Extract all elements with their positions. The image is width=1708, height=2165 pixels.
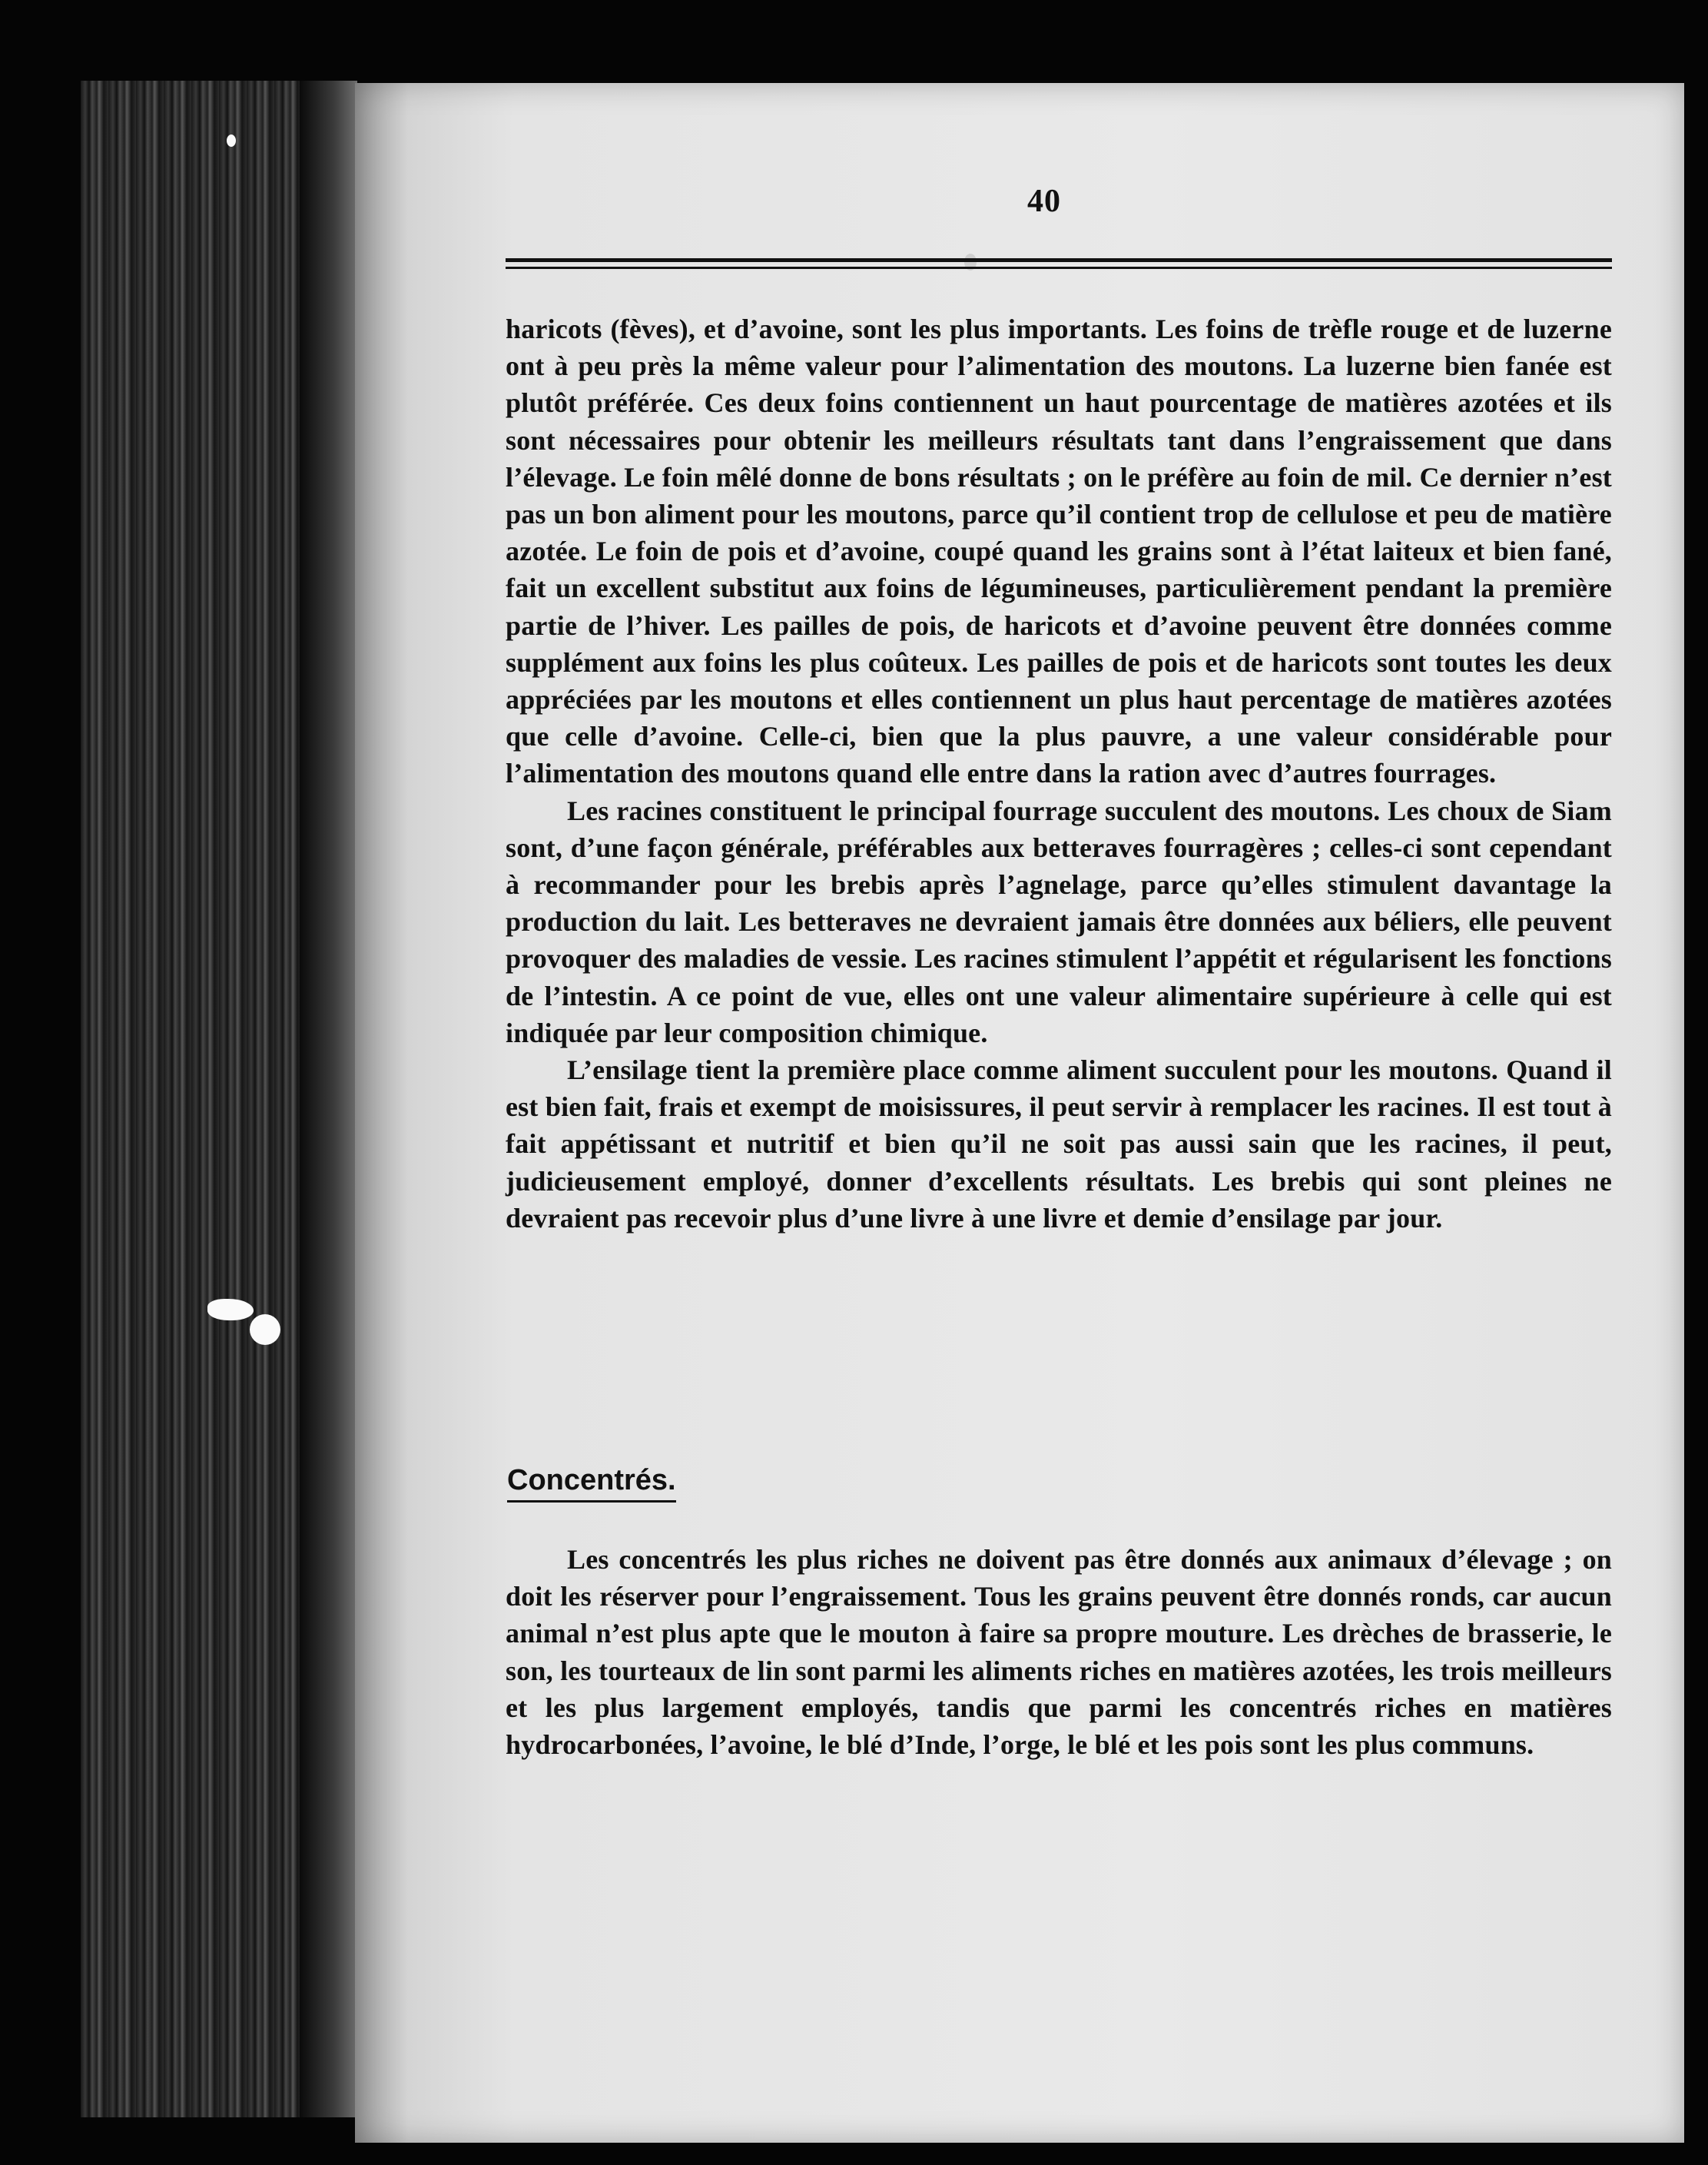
header-rule <box>506 258 1612 262</box>
gutter-shadow <box>300 81 357 2117</box>
section-heading: Concentrés. <box>507 1464 676 1503</box>
scan-speck <box>227 134 236 147</box>
header-rule-thin <box>506 267 1612 269</box>
paragraph: Les concentrés les plus riches ne doivent pas être donnés aux animaux d’élevage ; on doit les réserver pour l’engraissement. Tous les grains peuvent être donnés ronds, car aucun animal n’est plus apte que le mouton à faire sa propre mouture. Les drèches de brasserie, le son, les tourteaux de lin sont parmi les aliments riches en matières azotées, les trois meilleurs et les plus largement employés, tandis que parmi les concentrés riches en matières hydrocarbonées, l’avoine, le blé d’Inde, l’orge, le blé et les pois sont les plus communs. <box>506 1544 1612 1761</box>
scan-speck <box>207 1299 254 1320</box>
paragraph: haricots (fèves), et d’avoine, sont les plus importants. Les foins de trèfle rouge et de luzerne ont à peu près la même valeur pour l’alimentation des moutons. La luzerne bien fanée est plutôt préférée. Ces deux foins contiennent un haut pourcentage de matières azotées et ils sont nécessaires pour obtenir les meilleurs résultats tant dans l’engraissement que dans l’élevage. Le foin mêlé donne de bons résultats ; on le préfère au foin de mil. Ce dernier n’est pas un bon aliment pour les moutons, parce qu’il contient trop de cellulose et peu de matière azotée. Le foin de pois et d’avoine, coupé quand les grains sont à l’état laiteux et bien fané, fait un excellent substitut aux foins de légumineuses, particulièrement pendant la première partie de l’hiver. Les pailles de pois, de haricots et d’avoine peuvent être données comme supplément aux foins les plus coûteux. Les pailles de pois et de haricots sont toutes les deux appréciées par les moutons et elles contiennent un plus haut percentage de matières azotées que celle d’avoine. Celle-ci, bien que la plus pauvre, a une valeur considérable pour l’alimentation des moutons quand elle entre dans la ration avec d’autres fourrages. <box>506 314 1612 789</box>
page-number: 40 <box>1027 184 1061 219</box>
paragraph: Les racines constituent le principal fourrage succulent des moutons. Les choux de Siam sont, d’une façon générale, préférables aux betteraves fourragères ; celles-ci sont cependant à recommander pour les brebis après l’agnelage, parce qu’elles stimulent davantage la production du lait. Les betteraves ne devraient jamais être données aux béliers, elle peuvent provoquer des maladies de vessie. Les racines stimulent l’appétit et régularisent les fonctions de l’intestin. A ce point de vue, elles ont une valeur alimentaire supérieure à celle qui est indiquée par leur composition chimique. <box>506 795 1612 1048</box>
section-body-text <box>506 1541 1612 1763</box>
scan-speck <box>250 1314 280 1345</box>
paragraph: L’ensilage tient la première place comme aliment succulent pour les moutons. Quand il est bien fait, frais et exempt de moisissures, il peut servir à remplacer les racines. Il est tout à fait appétissant et nutritif et bien qu’il ne soit pas aussi sain que les racines, il peut, judicieusement employé, donner d’excellents résultats. Les brebis qui sont pleines ne devraient pas recevoir plus d’une livre à une livre et demie d’ensilage par jour. <box>506 1054 1612 1234</box>
body-text <box>506 310 1612 1237</box>
